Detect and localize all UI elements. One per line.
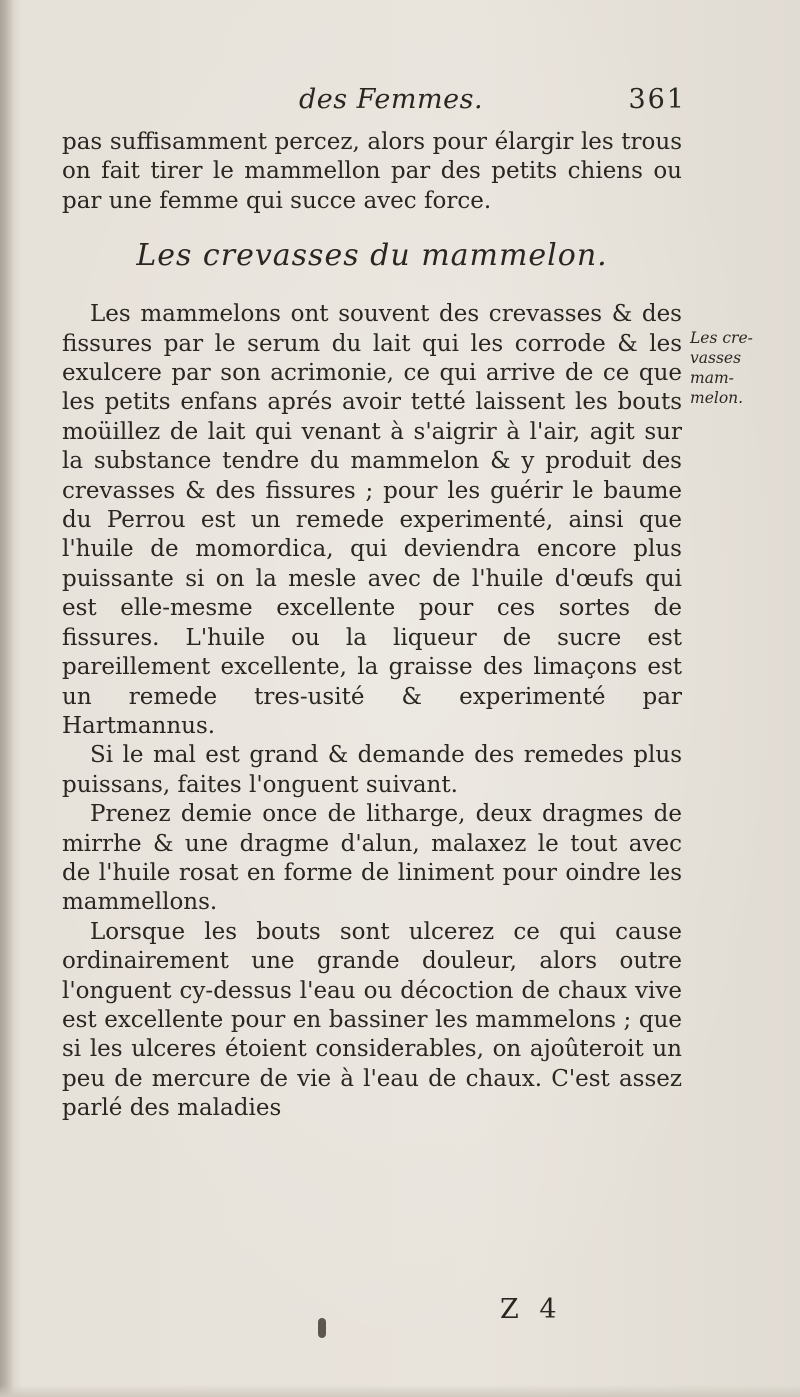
page-header xyxy=(96,84,686,124)
running-title: des Femmes. xyxy=(298,84,484,115)
paragraph-continuation: pas suffisamment percez, alors pour élargir les trous on fait tirer le mammellon par des petits chiens ou par une femme qui succe avec force. xyxy=(62,129,682,214)
body-text xyxy=(62,128,682,1124)
page-bottom-edge xyxy=(0,1385,800,1397)
signature-mark: Z 4 xyxy=(500,1294,563,1325)
margin-note-line: melon. xyxy=(690,389,744,407)
paragraph-remedes: Si le mal est grand & demande des remedes plus puissans, faites l'onguent suivant. xyxy=(62,742,682,798)
margin-note xyxy=(690,328,790,408)
paragraph-ulceres: Lorsque les bouts sont ulcerez ce qui cause ordinairement une grande douleur, alors outre l'onguent cy-dessus l'eau ou décoction de chaux vive est excellente pour en bassiner les mammelons ; que si les ulceres étoient considerables, on ajoûteroit un peu de mercure de vie à l'eau de chaux. C'est assez parlé des maladies xyxy=(62,918,682,1122)
margin-note-line: Les cre- xyxy=(690,329,753,347)
paragraph-recipe: Prenez demie once de litharge, deux dragmes de mirrhe & une dragme d'alun, malaxez le tout avec de l'huile rosat en forme de liniment pour oindre les mammellons. xyxy=(62,801,682,916)
ink-blot xyxy=(318,1318,326,1338)
margin-note-line: vasses xyxy=(690,349,742,367)
page-number: 361 xyxy=(628,84,686,115)
margin-note-line: mam- xyxy=(690,369,734,387)
paragraph-crevasses: Les mammelons ont souvent des crevasses & des fissures par le serum du lait qui les corrode & les exulcere par son acrimonie, ce qui arrive de ce que les petits enfans aprés avoir tetté laissent les bouts moüillez de lait qui venant à s'aigrir à l'air, agit sur la substance tendre du mammelon & y produit des crevasses & des fissures ; pour les guérir le baume du Perrou est un remede experimenté, ainsi que l'huile de momordica, qui deviendra encore plus puissante si on la mesle avec de l'huile d'œufs qui est elle-mesme excellente pour ces sortes de fissures. L'huile ou la liqueur de sucre est pareillement excellente, la graisse des limaçons est un remede tres-usité & experimenté par Hartmannus. xyxy=(62,301,682,739)
section-heading: Les crevasses du mammelon. xyxy=(136,238,608,274)
binding-shadow xyxy=(0,0,14,1397)
